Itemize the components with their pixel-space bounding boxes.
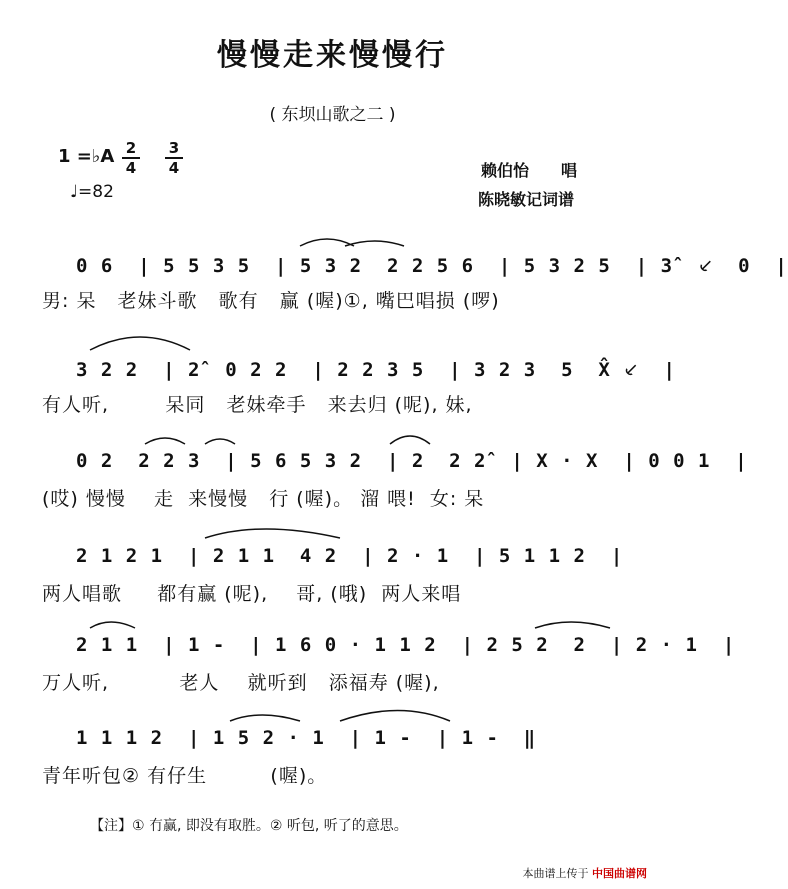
footer-prefix: 本曲谱上传于 xyxy=(522,867,589,880)
footer-site-logo: 中国曲谱网 xyxy=(592,867,647,880)
slur xyxy=(90,337,190,350)
slur xyxy=(340,711,450,722)
slur xyxy=(535,622,610,628)
lyric-line: 两人唱歌 都有赢 (呢), 哥, (哦) 两人来唱 xyxy=(42,583,462,605)
song-title: 慢慢走来慢慢行 xyxy=(217,38,448,73)
transcriber-credit: 陈晓敏记词谱 xyxy=(478,190,575,209)
footnote: 【注】① 冇赢, 即没有取胜。② 听包, 听了的意思。 xyxy=(90,818,408,834)
notation-line: 0 6 | 5 5 3 5 | 5 3 2 2 2 5 6 | 5 3 2 5 | 3̂ ⸔ 0 | xyxy=(76,255,788,277)
notation-line: 1 1 1 2 | 1 5 2 · 1 | 1 - | 1 - ‖ xyxy=(76,727,537,749)
lyric-line: 男: 呆 老妹斗歌 歌有 赢 (喔)①, 嘴巴唱损 (啰) xyxy=(42,290,500,312)
notation-line: 3 2 2 | 2̂ 0 2 2 | 2 2 3 5 | 3 2 3 5 X̂ ⸔ | xyxy=(76,359,676,381)
tempo-marking: ♩=82 xyxy=(70,182,114,202)
notation-line: 0 2 2 2 3 | 5 6 5 3 2 | 2 2 2̂ | X · X | 0 0 1 | xyxy=(76,450,748,472)
ts-bottom: 4 xyxy=(125,159,137,177)
slur xyxy=(205,439,235,444)
ts-bottom: 4 xyxy=(168,159,180,177)
slur xyxy=(90,622,135,628)
lyric-line: 青年听包② 有仔生 (喔)。 xyxy=(42,765,328,787)
notation-line: 2 1 1 | 1 - | 1 6 0 · 1 1 2 | 2 5 2 2 | 2 · 1 | xyxy=(76,634,736,656)
slur xyxy=(230,715,300,721)
site-footer xyxy=(523,865,648,881)
slur xyxy=(145,438,185,444)
notation-line: 2 1 2 1 | 2 1 1 4 2 | 2 · 1 | 5 1 1 2 | xyxy=(76,545,624,567)
ts-top: 2 xyxy=(125,139,137,157)
song-subtitle: ( 东坝山歌之二 ) xyxy=(269,105,396,125)
lyric-line: (哎) 慢慢 走 来慢慢 行 (喔)。 溜 喂! 女: 呆 xyxy=(42,488,485,510)
singer-credit: 赖伯怡 唱 xyxy=(481,161,578,180)
slur xyxy=(205,529,340,538)
key-signature: 1 =♭A xyxy=(58,146,115,167)
ts-top: 3 xyxy=(168,139,180,157)
slur xyxy=(390,436,430,444)
lyric-line: 万人听, 老人 就听到 添福寿 (喔), xyxy=(42,672,440,694)
lyric-line: 有人听, 呆同 老妹牵手 来去归 (呢), 妹, xyxy=(42,394,473,416)
